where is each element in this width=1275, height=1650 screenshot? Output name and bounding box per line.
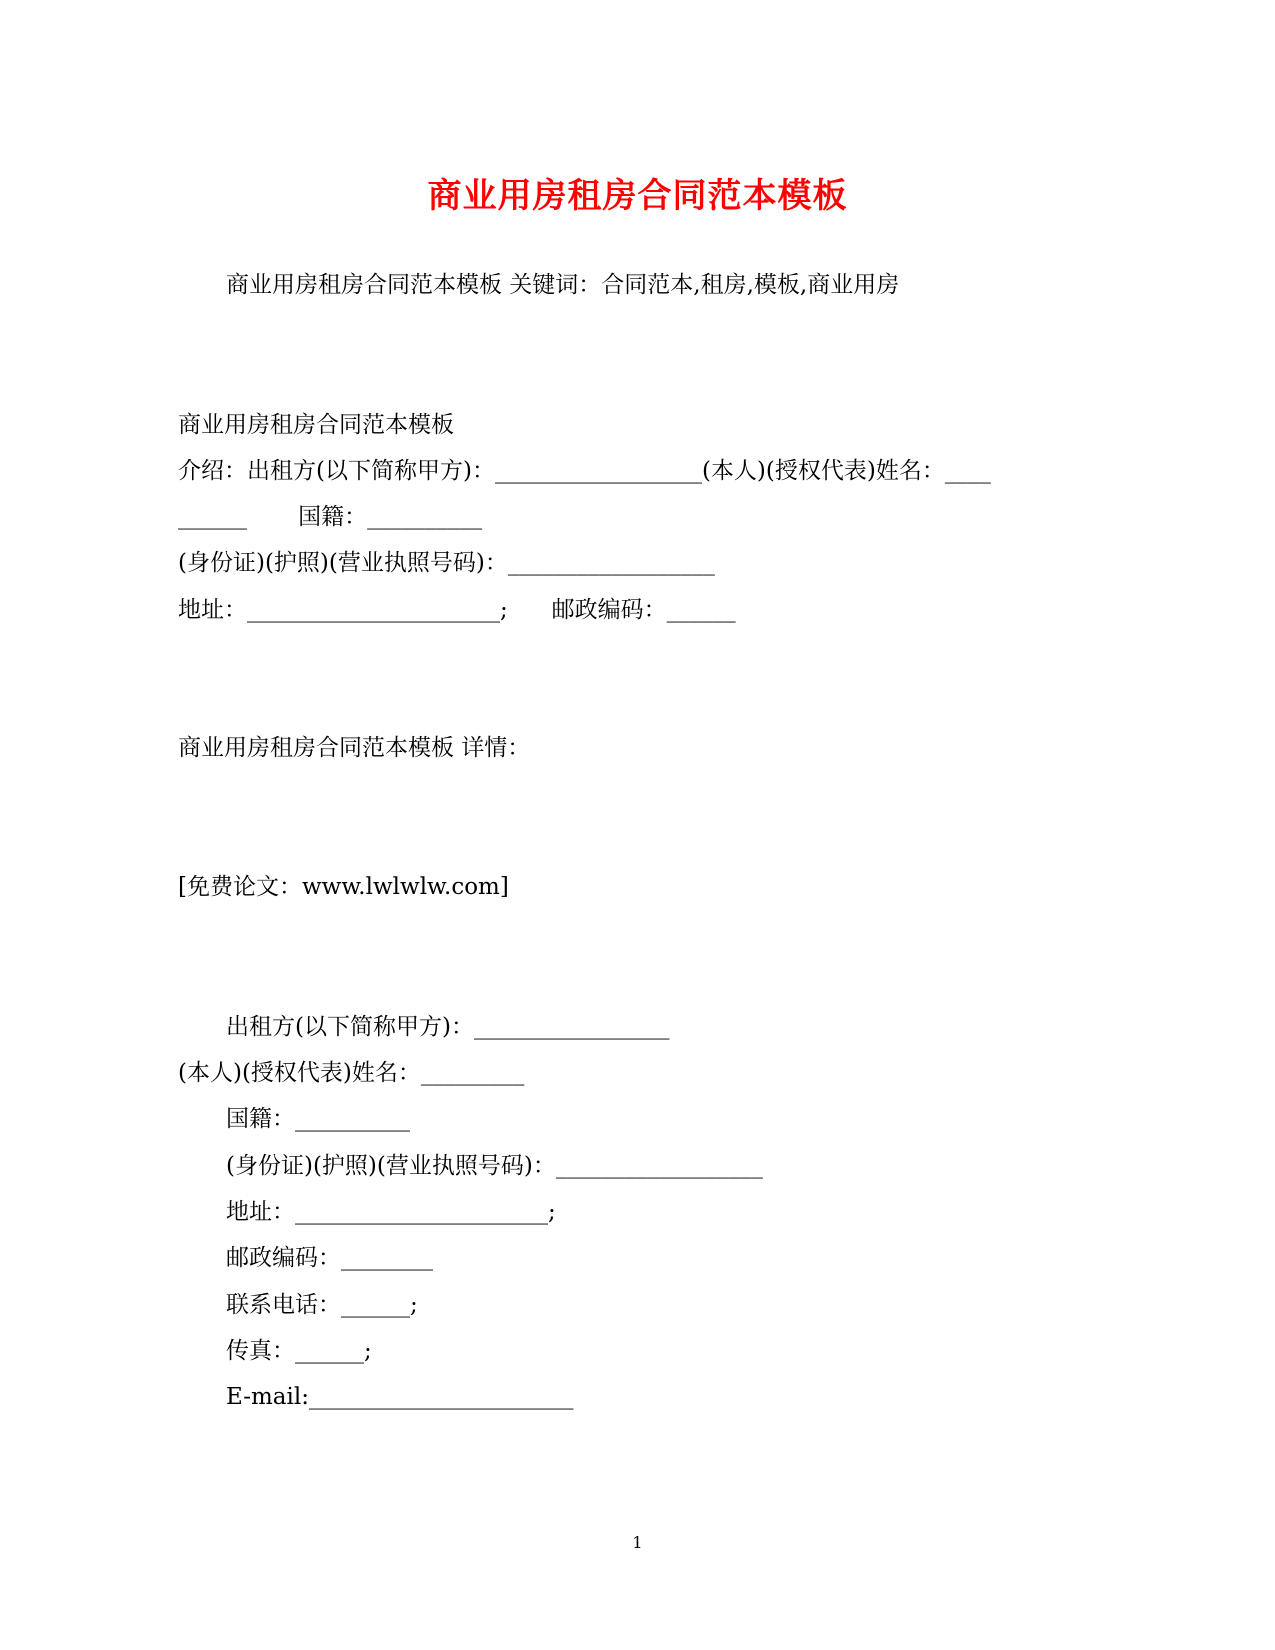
intro-line-id: (身份证)(护照)(营业执照号码)：__________________	[178, 550, 715, 576]
intro-line-lessor: 介绍：出租方(以下简称甲方)：__________________(本人)(授权代表)姓名：____	[178, 458, 991, 484]
lessor-postcode-field: 邮政编码：________	[226, 1245, 433, 1271]
page-number: 1	[632, 1533, 643, 1552]
intro-heading: 商业用房租房合同范本模板	[178, 412, 454, 438]
lessor-id-field: (身份证)(护照)(营业执照号码)：__________________	[226, 1153, 763, 1179]
lessor-fax-field: 传真：______;	[226, 1338, 372, 1364]
intro-line-address: 地址：______________________; 邮政编码：______	[178, 597, 736, 623]
keywords-line: 商业用房租房合同范本模板 关键词：合同范本,租房,模板,商业用房	[226, 272, 900, 298]
lessor-nationality-field: 国籍：__________	[226, 1106, 410, 1132]
intro-line-nationality: ______ 国籍：__________	[178, 504, 483, 530]
details-heading: 商业用房租房合同范本模板 详情：	[178, 735, 531, 761]
lessor-email-field: E-mail:_______________________	[226, 1384, 574, 1410]
document-title: 商业用房租房合同范本模板	[427, 176, 848, 216]
lessor-phone-field: 联系电话：______;	[226, 1292, 418, 1318]
lessor-name-field: (本人)(授权代表)姓名：_________	[178, 1060, 525, 1086]
lessor-address-field: 地址：______________________;	[226, 1199, 556, 1225]
lessor-party-field: 出租方(以下简称甲方)：_________________	[226, 1014, 670, 1040]
source-note: [免费论文：www.lwlwlw.com]	[178, 874, 509, 900]
